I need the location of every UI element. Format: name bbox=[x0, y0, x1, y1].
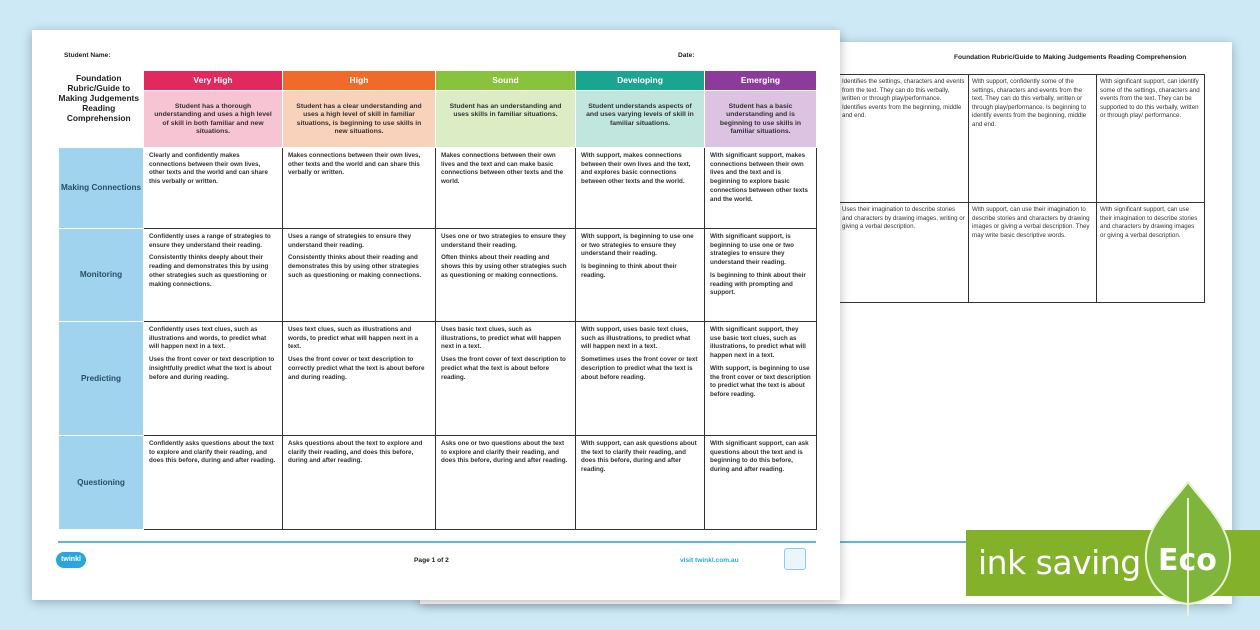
table-row bbox=[839, 203, 1205, 303]
rubric-cell: Uses a range of strategies to ensure they understand their reading. Consistently thinks about their reading and demonstrates this by using other strategies such as questioning or making connections. bbox=[283, 229, 436, 322]
rubric-cell: Clearly and confidently makes connections between their own lives, other texts and the world and can share this verbally or written. bbox=[144, 148, 283, 229]
table-row bbox=[839, 75, 1205, 203]
back-cell: With support, confidently some of the settings, characters and events from the text. They can do this verbally, written or through play/performance. Is beginning to identify events from the beginning, middle and end. bbox=[969, 75, 1097, 203]
strand-monitoring: Monitoring bbox=[59, 229, 144, 322]
level-desc-emerging: Student has a basic understanding and is beginning to use skills in familiar situations. bbox=[705, 91, 817, 148]
rubric-cell: With significant support, can ask questions about the text and is beginning to do this before, during and after reading. bbox=[705, 436, 817, 530]
date-label: Date: bbox=[678, 52, 695, 59]
level-header-high: High bbox=[283, 71, 436, 91]
back-cell: With support, can use their imagination to describe stories and characters by drawing images or giving a verbal description. They may write basic descriptive words. bbox=[969, 203, 1097, 303]
strand-predicting: Predicting bbox=[59, 322, 144, 436]
strand-making-connections: Making Connections bbox=[59, 148, 144, 229]
website-link[interactable]: visit twinkl.com.au bbox=[680, 557, 739, 564]
rubric-cell: With support, makes connections between their own lives and the text, and explores basic connections between other texts and the world. bbox=[576, 148, 705, 229]
level-desc-high: Student has a clear understanding and uses a high level of skill in familiar situations, is beginning to use skills in new situations. bbox=[283, 91, 436, 148]
rubric-cell: Makes connections between their own lives and the text and can make basic connections between other texts and the world. bbox=[436, 148, 576, 229]
rubric-title: Foundation Rubric/Guide to Making Judgements Reading Comprehension bbox=[58, 72, 140, 124]
front-footer-line bbox=[58, 541, 816, 543]
rubric-cell: Asks one or two questions about the text to explore and clarify their reading, and does this before, during and after reading. bbox=[436, 436, 576, 530]
back-cell: Uses their imagination to describe stories and characters by drawing images, writing or giving a verbal description. bbox=[839, 203, 969, 303]
rubric-cell: Uses text clues, such as illustrations and words, to predict what will happen next in a text. Uses the front cover or text description to correctly predict what the text is about before and during reading. bbox=[283, 322, 436, 436]
rubric-cell: With support, uses basic text clues, such as illustrations, to predict what will happen next in a text. Sometimes uses the front cover or text description to predict what the text is about before reading. bbox=[576, 322, 705, 436]
rubric-cell: With significant support, makes connections between their own lives and the text and is beginning to explore basic connections between other texts and the world. bbox=[705, 148, 817, 229]
back-cell: With significant support, can identify some of the settings, characters and events from the text. They can be supported to do this verbally, written or through play/ performance. bbox=[1097, 75, 1205, 203]
rubric-cell: Confidently asks questions about the text to explore and clarify their reading, and does this before, during and after reading. bbox=[144, 436, 283, 530]
rubric-table bbox=[58, 70, 817, 530]
twinkl-badge-icon bbox=[784, 548, 806, 570]
rubric-cell: Uses one or two strategies to ensure they understand their reading. Often thinks about their reading and shows this by using other strategies such as questioning or making connections. bbox=[436, 229, 576, 322]
back-header-title: Foundation Rubric/Guide to Making Judgements Reading Comprehension bbox=[954, 54, 1187, 61]
table-row bbox=[59, 229, 817, 322]
back-cell: With significant support, can use their imagination to describe stories and characters by drawing images or giving a verbal description. bbox=[1097, 203, 1205, 303]
level-header-emerging: Emerging bbox=[705, 71, 817, 91]
back-rubric-table bbox=[838, 74, 1205, 303]
level-header-developing: Developing bbox=[576, 71, 705, 91]
ink-saving-label: ink saving bbox=[978, 543, 1141, 582]
level-desc-very-high: Student has a thorough understanding and uses a high level of skill in both familiar and new situations. bbox=[144, 91, 283, 148]
rubric-cell: With significant support, is beginning to use one or two strategies to ensure they understand their reading. Is beginning to think about their reading with prompting and support. bbox=[705, 229, 817, 322]
rubric-cell: With significant support, they use basic text clues, such as illustrations, to predict what will happen next in a text. With support, is beginning to use the front cover or text description to predict what the text is about before reading. bbox=[705, 322, 817, 436]
page-label: Page 1 of 2 bbox=[414, 557, 449, 564]
student-name-label: Student Name: bbox=[64, 52, 111, 59]
front-page bbox=[32, 30, 840, 600]
strand-questioning: Questioning bbox=[59, 436, 144, 530]
table-row bbox=[59, 148, 817, 229]
rubric-cell: Makes connections between their own lives, other texts and the world and can share this verbally or written. bbox=[283, 148, 436, 229]
rubric-cell: Confidently uses text clues, such as illustrations and words, to predict what will happen next in a text. Uses the front cover or text description to insightfully predict what the text is about before and during reading. bbox=[144, 322, 283, 436]
rubric-cell: Uses basic text clues, such as illustrations, to predict what will happen next in a text. Uses the front cover of text description to predict what the text is about before reading. bbox=[436, 322, 576, 436]
rubric-cell: Confidently uses a range of strategies to ensure they understand their reading. Consistently thinks deeply about their reading and demonstrates this by using other strategies such as questioning or making connections. bbox=[144, 229, 283, 322]
rubric-cell: Asks questions about the text to explore and clarify their reading, and does this before, during and after reading. bbox=[283, 436, 436, 530]
back-cell: Identifies the settings, characters and events from the text. They can do this verbally, written or through play/performance. Identifies events from the beginning, middle and end. bbox=[839, 75, 969, 203]
level-header-sound: Sound bbox=[436, 71, 576, 91]
rubric-cell: With support, is beginning to use one or two strategies to ensure they understand their reading. Is beginning to think about their reading. bbox=[576, 229, 705, 322]
level-desc-sound: Student has an understanding and uses skills in familiar situations. bbox=[436, 91, 576, 148]
level-desc-developing: Student understands aspects of and uses varying levels of skill in familiar situations. bbox=[576, 91, 705, 148]
rubric-cell: With support, can ask questions about the text to clarify their reading, and does this before, during and after reading. bbox=[576, 436, 705, 530]
eco-label: Eco bbox=[1158, 543, 1217, 578]
level-header-very-high: Very High bbox=[144, 71, 283, 91]
twinkl-logo: twinkl bbox=[56, 552, 86, 568]
table-row bbox=[59, 436, 817, 530]
table-row bbox=[59, 322, 817, 436]
